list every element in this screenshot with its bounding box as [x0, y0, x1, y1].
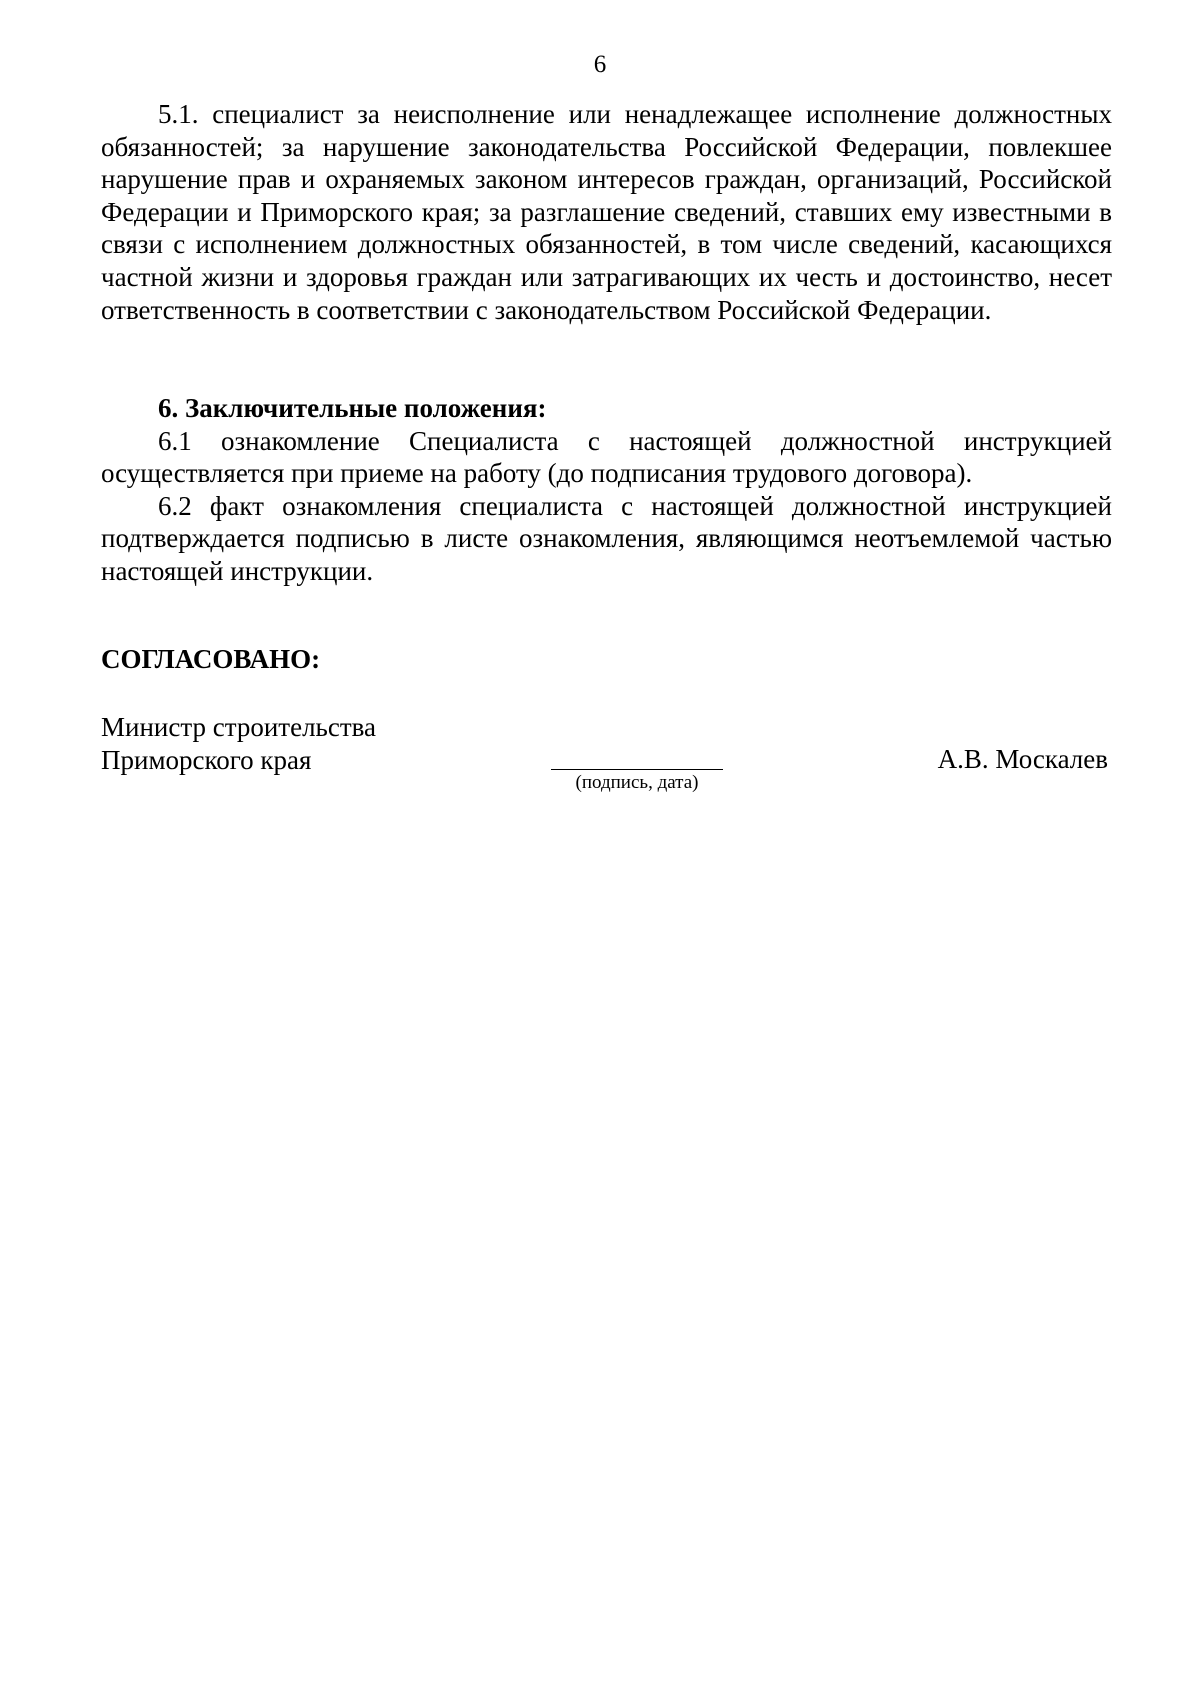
page-number: 6 — [593, 51, 607, 78]
paragraph-6-1: 6.1 ознакомление Специалиста с настоящей должностной инструкцией осуществляется при приеме на работу (до подписания трудового договора). — [101, 425, 1112, 489]
section-5 — [101, 98, 1112, 326]
signature-line — [551, 743, 723, 770]
section-6-heading: 6. Заключительные положения: — [158, 393, 547, 423]
signature-caption: (подпись, дата) — [575, 772, 699, 793]
signer-position-line-2: Приморского края — [101, 744, 312, 775]
signer-position-line-1: Министр строительства — [101, 712, 377, 742]
signature-field — [551, 743, 723, 795]
section-6 — [101, 392, 1112, 588]
approval-heading: СОГЛАСОВАНО: — [101, 644, 321, 674]
signer-name: А.В. Москалев — [937, 744, 1108, 774]
signer-position — [101, 711, 376, 776]
paragraph-5-1: 5.1. специалист за неисполнение или ненадлежащее исполнение должностных обязанностей; за нарушение законодательства Российской Федерации, повлекшее нарушение прав и охраняемых законом интересов граждан, организаций, Российской Федерации и Приморского края; за разглашение сведений, ставших ему известными в связи с исполнением должностных обязанностей, в том числе сведений, касающихся частной жизни и здоровья граждан или затрагивающих их честь и достоинство, несет ответственность в соответствии с законодательством Российской Федерации. — [101, 99, 1112, 325]
paragraph-6-2: 6.2 факт ознакомления специалиста с настоящей должностной инструкцией подтверждается подписью в листе ознакомления, являющимся неотъемлемой частью настоящей инструкции. — [101, 490, 1112, 586]
